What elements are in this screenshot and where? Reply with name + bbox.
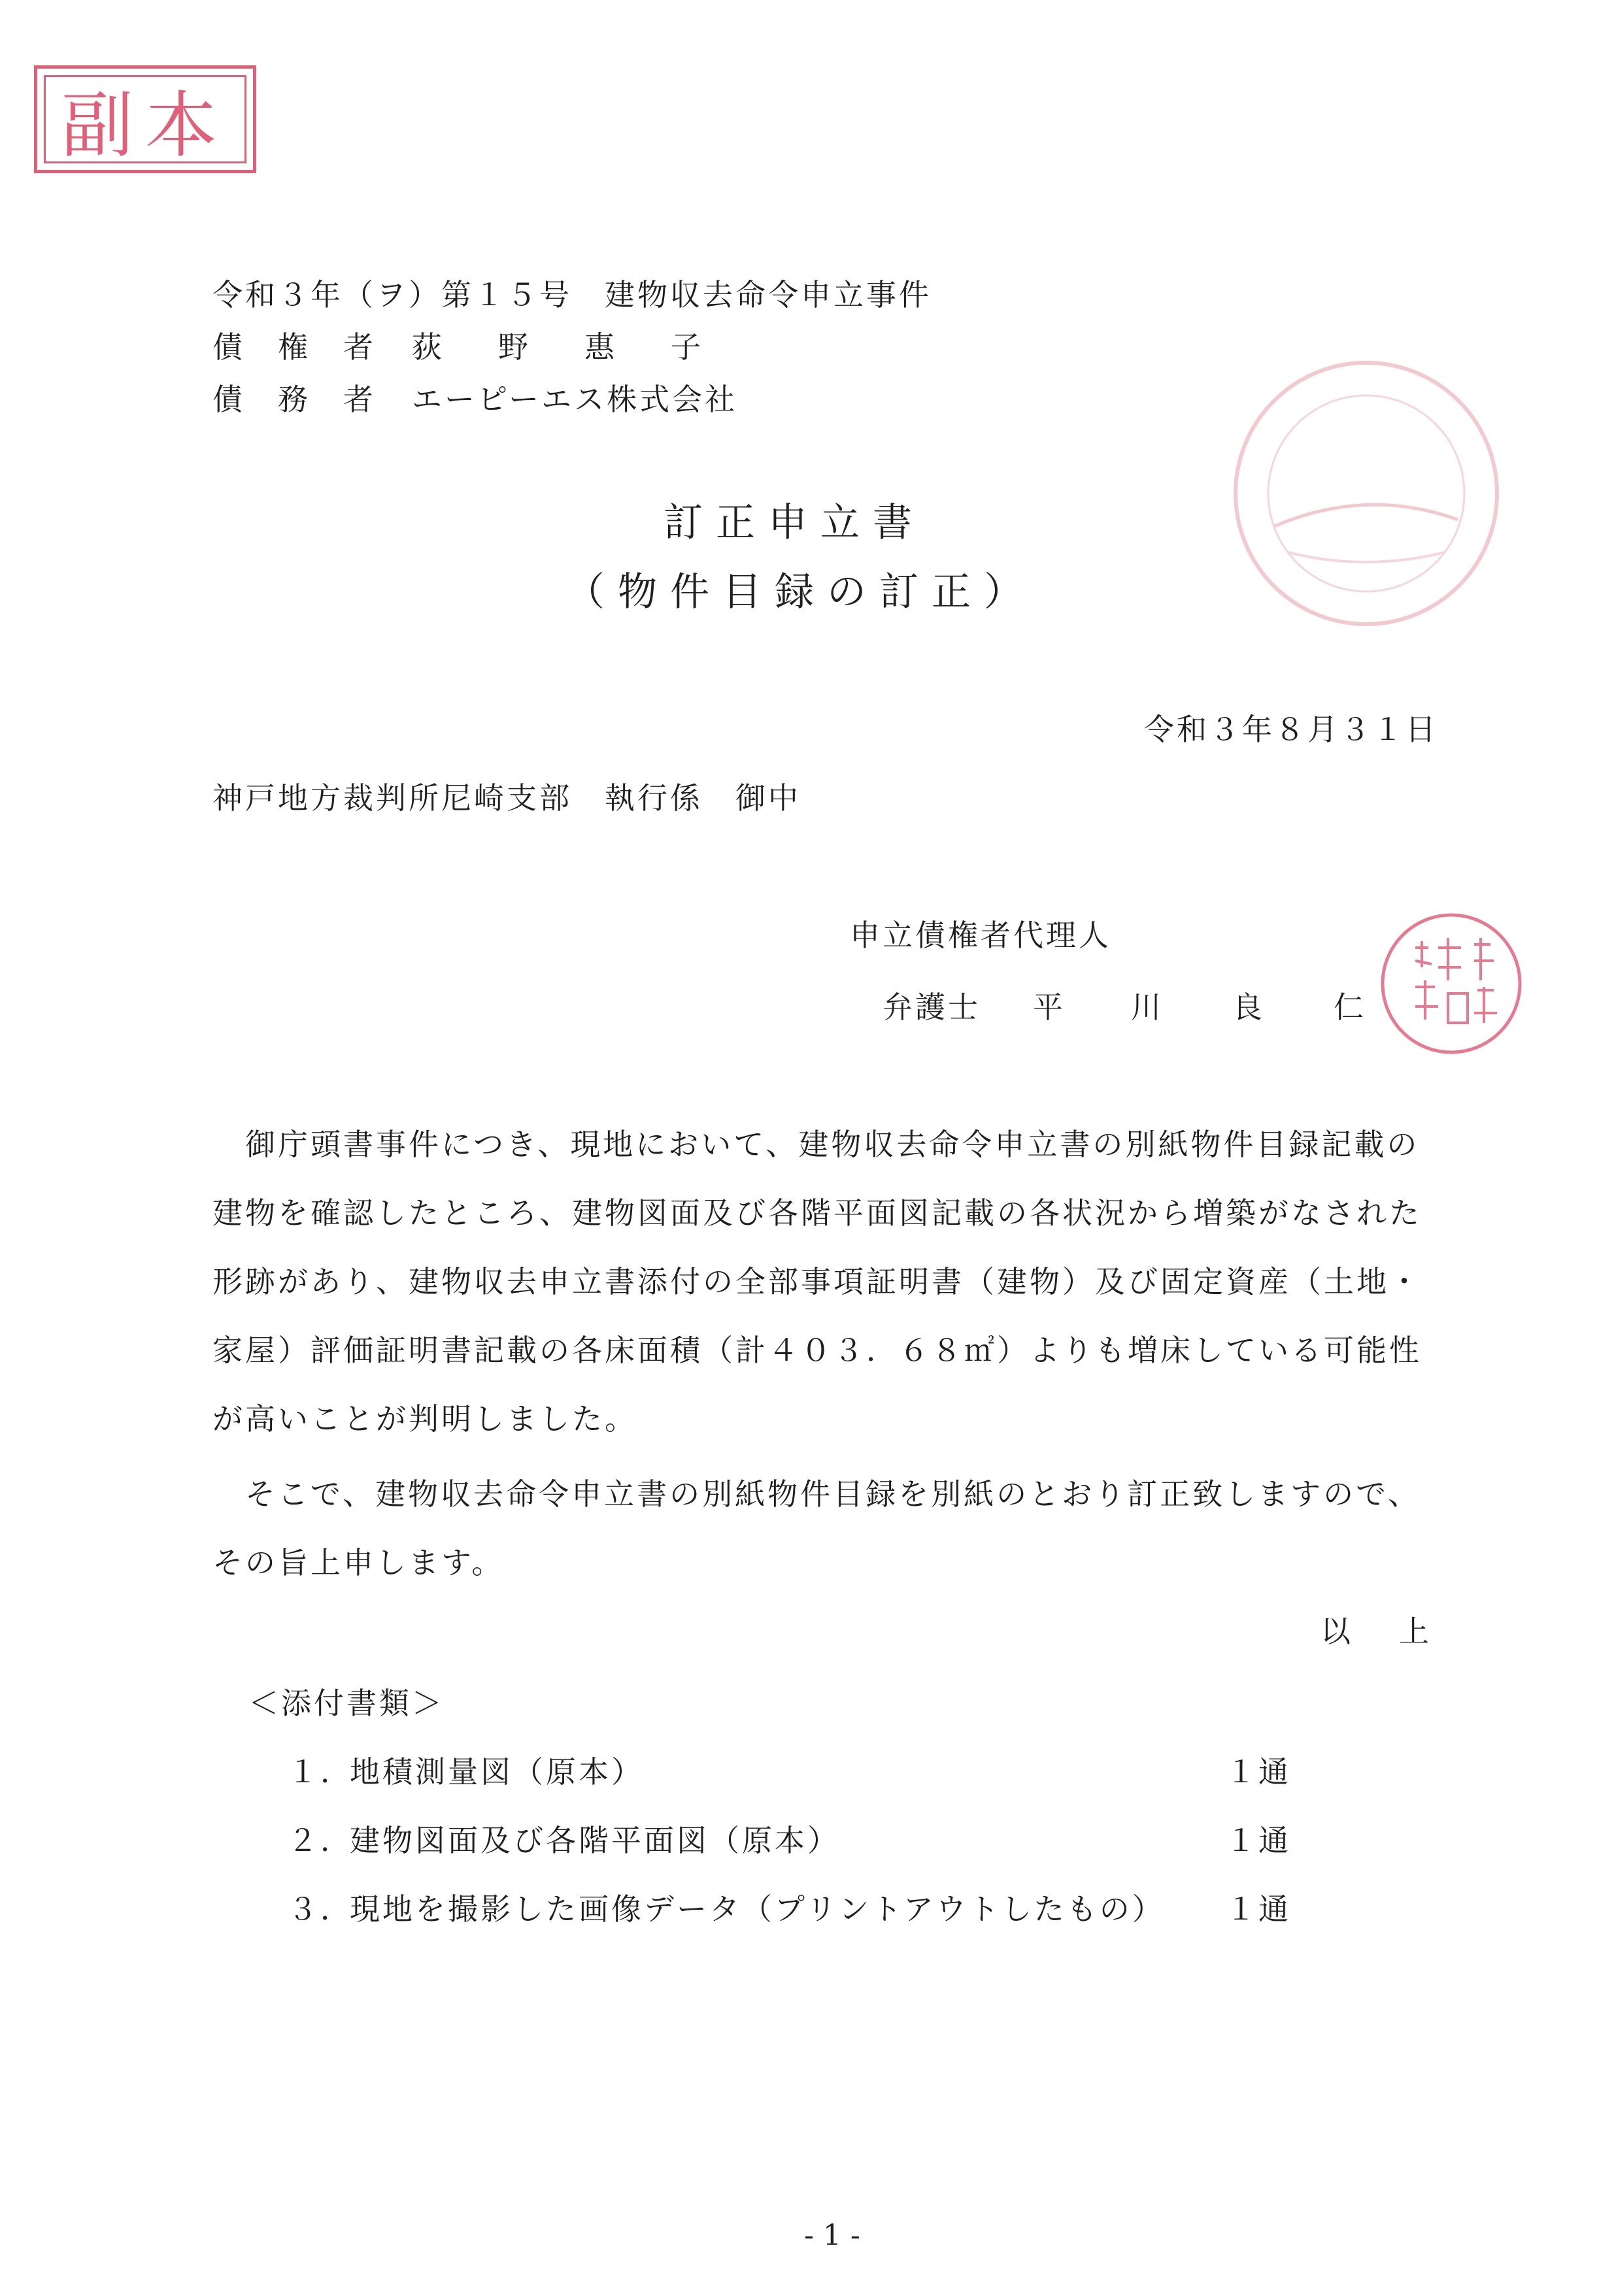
duplicate-stamp <box>34 65 256 173</box>
document-title: 訂正申立書 <box>664 500 925 546</box>
attachment-name: 地積測量図（原本） <box>350 1754 644 1789</box>
sender-role: 申立債権者代理人 <box>850 918 1111 953</box>
duplicate-stamp-text: 副本 <box>61 83 229 167</box>
attachments-heading: ＜添付書類＞ <box>248 1686 445 1721</box>
creditor-name: 荻 野 惠 子 <box>412 329 714 365</box>
attachment-number: ２． <box>288 1823 353 1858</box>
page-number: - 1 - <box>804 2219 860 2252</box>
addressee: 神戸地方裁判所尼崎支部 執行係 御中 <box>212 780 801 816</box>
attachment-name: 現地を撮影した画像データ（プリントアウトしたもの） <box>350 1891 1165 1927</box>
lawyer-seal <box>1376 908 1526 1059</box>
sender-name-char: 平 <box>1033 990 1066 1025</box>
body-line: 建物を確認したところ、建物図面及び各階平面図記載の各状況から増築がなされた <box>212 1195 1422 1231</box>
body-line: その旨上申します。 <box>212 1545 505 1580</box>
body-line: 御庁頭書事件につき、現地において、建物収去命令申立書の別紙物件目録記載の <box>245 1127 1420 1162</box>
attachment-count: １通 <box>1226 1891 1291 1927</box>
attachment-count: １通 <box>1226 1754 1291 1789</box>
body-line: 家屋）評価証明書記載の各床面積（計４０３．６８㎡）よりも増床している可能性 <box>212 1333 1422 1368</box>
sender-name-char: 良 <box>1232 990 1265 1025</box>
case-number: 令和３年（ヲ）第１５号 建物収去命令申立事件 <box>212 277 932 312</box>
attachment-name: 建物図面及び各階平面図（原本） <box>350 1823 840 1858</box>
sender-title: 弁護士 <box>883 990 981 1025</box>
debtor-label: 債 務 者 <box>212 382 376 417</box>
body-line: 形跡があり、建物収去申立書添付の全部事項証明書（建物）及び固定資産（土地・ <box>212 1264 1422 1299</box>
attachment-count: １通 <box>1226 1823 1291 1858</box>
body-line: が高いことが判明しました。 <box>212 1401 637 1437</box>
court-receipt-seal <box>1229 356 1504 631</box>
body-line: そこで、建物収去命令申立書の別紙物件目録を別紙のとおり訂正致しますので、 <box>245 1476 1421 1512</box>
debtor-name: エーピーエス株式会社 <box>412 382 738 417</box>
sender-name-char: 川 <box>1131 990 1164 1025</box>
sender-name-char: 仁 <box>1334 990 1366 1025</box>
attachment-number: ３． <box>288 1891 353 1927</box>
closing-mark: 以 上 <box>1321 1614 1438 1649</box>
creditor-label: 債 権 者 <box>212 329 376 365</box>
document-subtitle: （物件目録の訂正） <box>565 569 1036 615</box>
attachment-number: １． <box>288 1754 353 1789</box>
document-date: 令和３年８月３１日 <box>1144 712 1438 747</box>
